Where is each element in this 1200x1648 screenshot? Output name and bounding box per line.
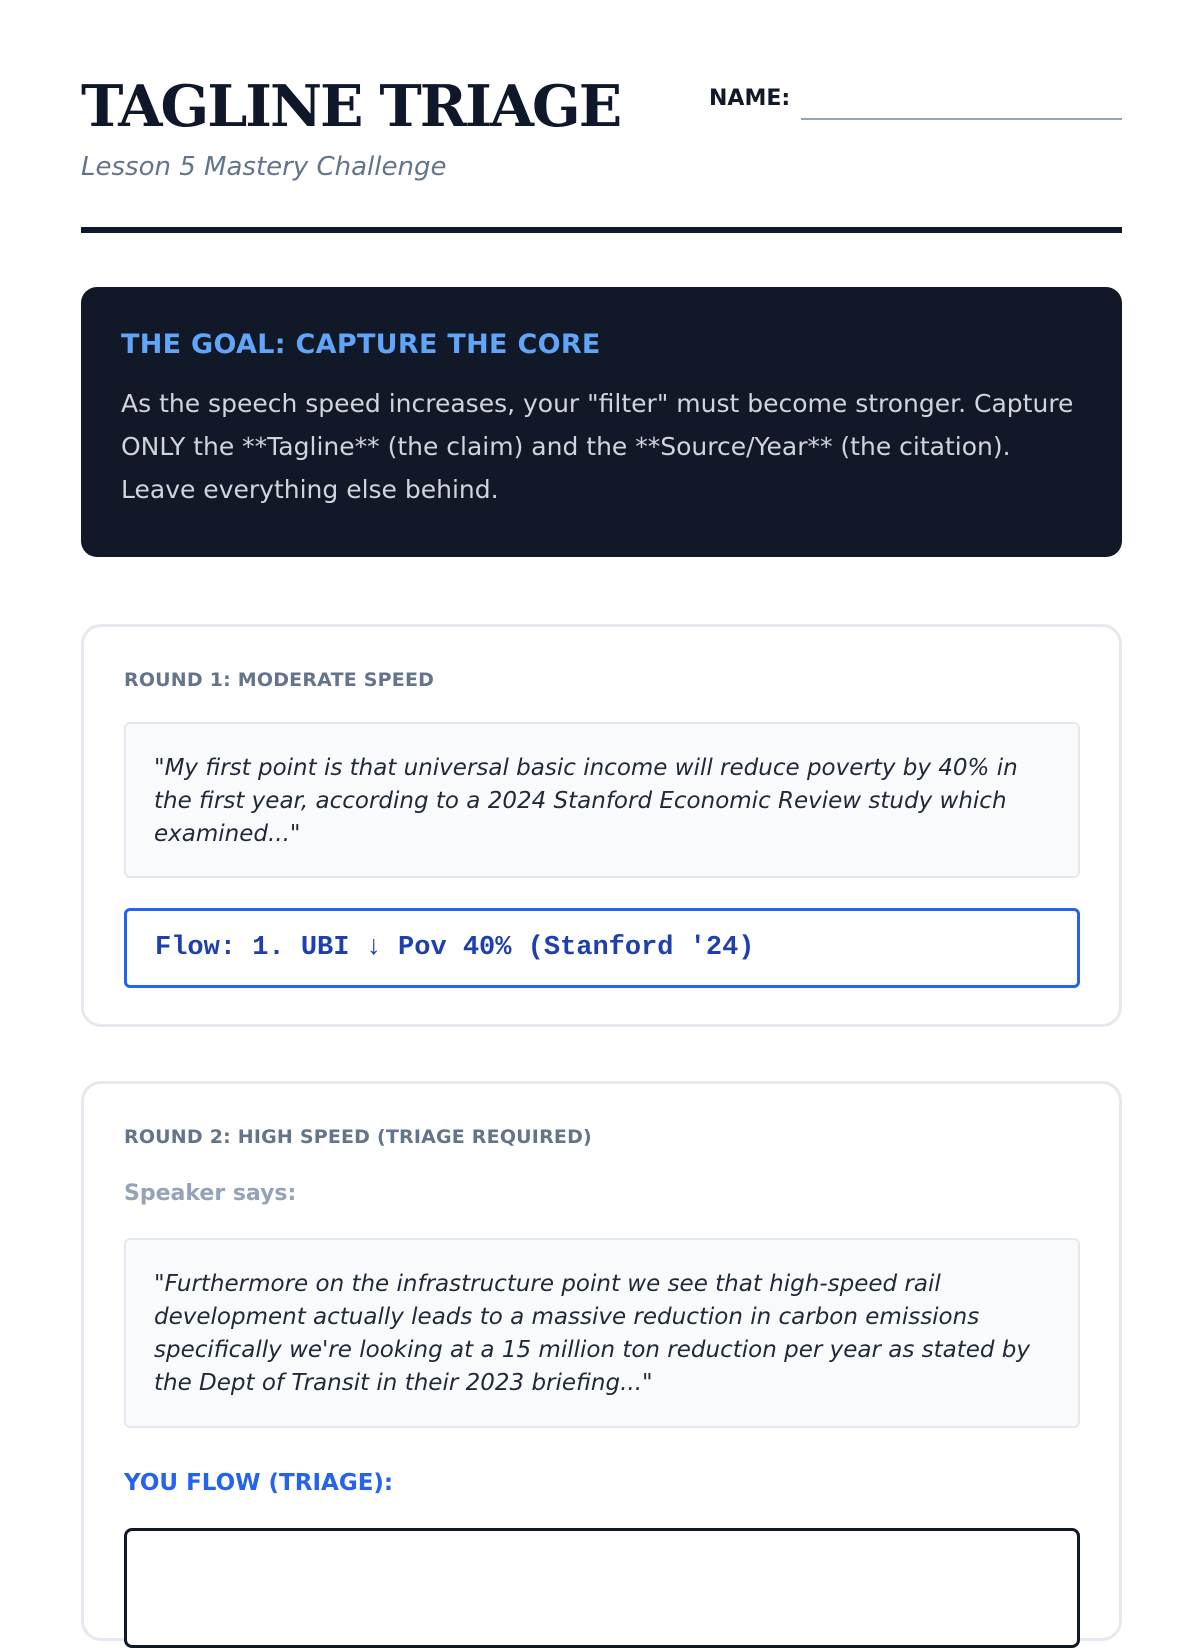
speaker-says-label: Speaker says: <box>124 1181 297 1206</box>
name-field-line[interactable] <box>801 118 1122 120</box>
page-title: TAGLINE TRIAGE <box>81 73 621 140</box>
round-1-quote: "My first point is that universal basic income will reduce poverty by 40% in the first year, according to a 2024 Stanford Economic Review study which examined..." <box>124 722 1080 878</box>
goal-title: THE GOAL: CAPTURE THE CORE <box>121 329 601 360</box>
goal-text: As the speech speed increases, your "filter" must become stronger. Capture ONLY the **Tagline** (the claim) and the **Source/Year** (the citation). Leave everything else behind. <box>121 389 1074 504</box>
name-label: NAME: <box>709 86 791 111</box>
round-1-label: ROUND 1: MODERATE SPEED <box>124 669 435 691</box>
triage-flow-label: YOU FLOW (TRIAGE): <box>124 1470 394 1496</box>
page-subtitle: Lesson 5 Mastery Challenge <box>81 152 447 182</box>
round-2-card <box>81 1081 1122 1641</box>
worksheet-page <box>81 0 1122 1496</box>
triage-flow-input[interactable] <box>124 1528 1080 1648</box>
round-2-quote: "Furthermore on the infrastructure point we see that high-speed rail development actually leads to a massive reduction in carbon emissions specifically we're looking at a 15 million ton reduction per year as stated by the Dept of Transit in their 2023 briefing..." <box>124 1238 1080 1428</box>
round-1-flow-example: Flow: 1. UBI ↓ Pov 40% (Stanford '24) <box>124 908 1080 988</box>
header-divider <box>81 227 1122 233</box>
worksheet-header <box>81 0 1122 232</box>
goal-panel <box>81 287 1122 557</box>
round-1-card <box>81 624 1122 1027</box>
round-2-label: ROUND 2: HIGH SPEED (TRIAGE REQUIRED) <box>124 1126 592 1148</box>
